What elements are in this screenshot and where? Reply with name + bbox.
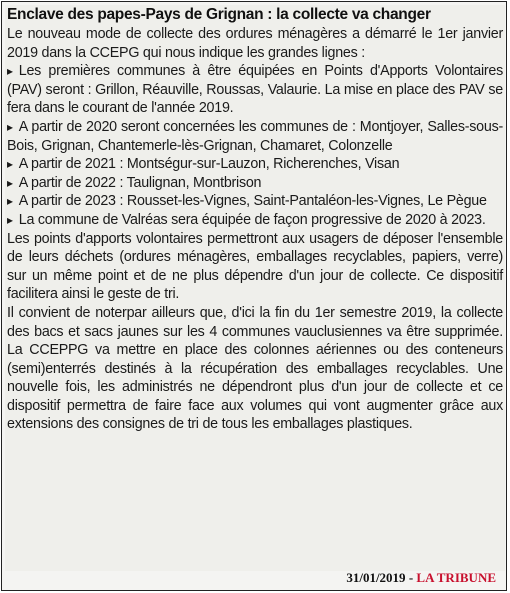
clipping-footer: [346, 570, 496, 586]
list-item-valreas: ▸ La commune de Valréas sera équipée de façon progressive de 2020 à 2023.: [5, 211, 505, 230]
publication-date: 31/01/2019: [346, 570, 406, 585]
clipping-frame: [1, 1, 507, 591]
list-item-2023: ▸ A partir de 2023 : Rousset-les-Vignes, Saint-Pantaléon-les-Vignes, Le Pègue: [5, 192, 505, 211]
list-item-2022: ▸ A partir de 2022 : Taulignan, Montbrison: [5, 174, 505, 193]
newspaper-article: [5, 5, 505, 571]
article-paragraph-3: Il convient de noterpar ailleurs que, d'ici la fin du 1er semestre 2019, la collecte des bacs et sacs jaunes sur les 4 communes vauclusiennes va être supprimée. La CCEPPG va mettre en place des colonnes aériennes ou des conteneurs (semi)enterrés destinés à la récupération des emballages recyclables. Une nouvelle fois, les administrés ne dépendront plus d'un jour de collecte et ce dispositif permettra de faire face aux volumes qui vont augmenter grâce aux extensions des consignes de tri de tous les emballages plastiques.: [7, 304, 503, 433]
list-item-2021: ▸ A partir de 2021 : Montségur-sur-Lauzon, Richerenches, Visan: [5, 155, 505, 174]
article-paragraph-2: Les points d'apports volontaires permettront aux usagers de déposer l'ensemble de leurs déchets (ordures ménagères, emballages recyclables, papiers, verre) sur un même point et de ne plus dépendre d'un jour de collecte. Ce dispositif facilitera ainsi le geste de tri.: [7, 230, 503, 303]
footer-separator: -: [405, 570, 417, 585]
list-item-2020: ▸ A partir de 2020 seront concernées les communes de : Montjoyer, Salles-sous-Bois, Grignan, Chantemerle-lès-Grignan, Chamaret, Colonzelle: [5, 118, 505, 155]
article-intro: Le nouveau mode de collecte des ordures ménagères a démarré le 1er janvier 2019 dans la CCEPG qui nous indique les grandes lignes :: [7, 26, 503, 61]
article-headline: Enclave des papes-Pays de Grignan : la collecte va changer: [7, 6, 431, 23]
list-item-first-communes: ▸ Les premières communes à être équipées en Points d'Apports Volontaires (PAV) seront : Grillon, Réauville, Roussas, Valaurie. La mise en place des PAV se fera dans le courant de l'année 2019.: [5, 62, 505, 118]
publication-source: LA TRIBUNE: [416, 570, 496, 585]
